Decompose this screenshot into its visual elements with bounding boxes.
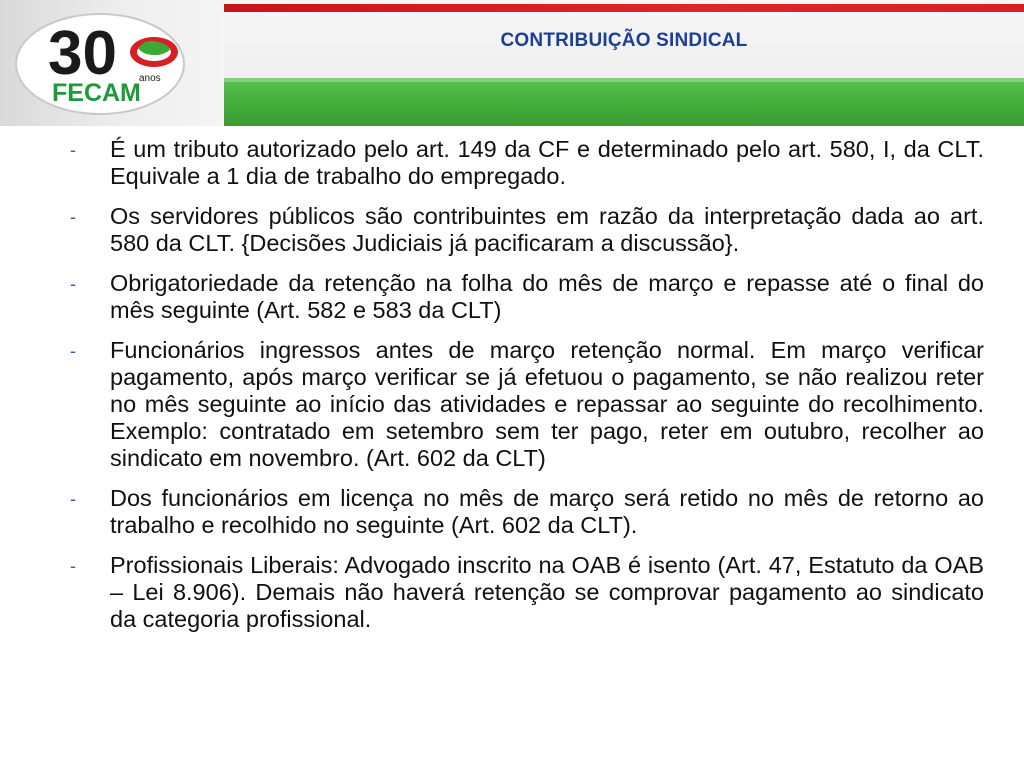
slide-header — [0, 0, 1024, 126]
bullet-text: Profissionais Liberais: Advogado inscrito na OAB é isento (Art. 47, Estatuto da OAB – Lei 8.906). Demais não haverá retenção se comprovar pagamento ao sindicato da categoria profissional. — [110, 552, 984, 632]
bullet-item — [66, 552, 984, 633]
logo-panel — [0, 0, 224, 126]
bullet-text: Os servidores públicos são contribuintes em razão da interpretação dada ao art. 580 da CLT. {Decisões Judiciais já pacificaram a discussão}. — [110, 203, 984, 256]
bullet-dash: - — [70, 341, 76, 361]
header-red-line — [224, 4, 1024, 12]
bullet-dash: - — [70, 274, 76, 294]
bullet-dash: - — [70, 207, 76, 227]
slide-title: CONTRIBUIÇÃO SINDICAL — [500, 30, 748, 51]
logo-org-name: FECAM — [52, 79, 141, 107]
bullet-text: Obrigatoriedade da retenção na folha do mês de março e repasse até o final do mês seguinte (Art. 582 e 583 da CLT) — [110, 270, 984, 323]
bullet-item — [66, 270, 984, 324]
bullet-text: Dos funcionários em licença no mês de março será retido no mês de retorno ao trabalho e recolhido no seguinte (Art. 602 da CLT). — [110, 485, 984, 538]
bullet-text: Funcionários ingressos antes de março retenção normal. Em março verificar pagamento, após março verificar se já efetuou o pagamento, se não realizou reter no mês seguinte ao início das atividades e repassar ao seguinte do recolhimento. Exemplo: contratado em setembro sem ter pago, reter em outubro, recolher ao sindicato em novembro. (Art. 602 da CLT) — [110, 337, 984, 471]
header-green-bar — [224, 78, 1024, 126]
bullet-dash: - — [70, 489, 76, 509]
fecam-30-anos-logo — [14, 8, 204, 118]
bullet-item — [66, 136, 984, 190]
logo-anos-label: anos — [139, 73, 161, 84]
logo-number: 30 — [48, 19, 117, 88]
bullet-item — [66, 203, 984, 257]
bullet-list — [66, 136, 984, 646]
bullet-dash: - — [70, 140, 76, 160]
bullet-item — [66, 485, 984, 539]
bullet-text: É um tributo autorizado pelo art. 149 da CF e determinado pelo art. 580, I, da CLT. Equivale a 1 dia de trabalho do empregado. — [110, 136, 984, 189]
bullet-dash: - — [70, 556, 76, 576]
bullet-item — [66, 337, 984, 472]
